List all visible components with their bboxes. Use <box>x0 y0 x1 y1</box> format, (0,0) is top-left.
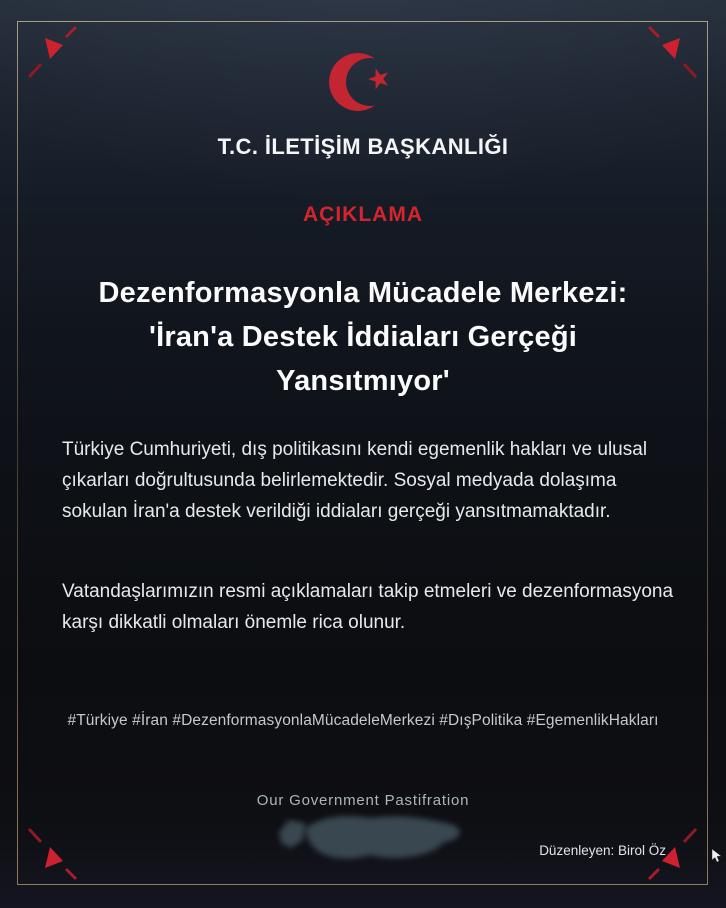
headline-line: 'İran'a Destek İddiaları Gerçeği <box>149 321 577 353</box>
corner-accent-icon <box>18 22 98 102</box>
headline-line: Yansıtmıyor' <box>276 365 450 397</box>
headline-line: Dezenformasyonla Mücadele Merkezi: <box>98 277 628 309</box>
slogan-text: Our Government Pastifration <box>256 792 470 809</box>
hashtags-line: #Türkiye #İran #DezenformasyonlaMücadeleMerkezi #DışPolitika #EgemenlikHakları <box>67 712 659 729</box>
turkey-map-silhouette-icon <box>276 810 464 868</box>
corner-accent-icon <box>627 22 707 102</box>
crescent-star-icon <box>327 51 399 114</box>
announcement-label: AÇIKLAMA <box>303 203 423 226</box>
mouse-cursor-icon <box>712 849 724 863</box>
corner-accent-icon <box>18 804 98 884</box>
headline <box>40 271 686 403</box>
agency-title: T.C. İLETİŞİM BAŞKANLIĞI <box>217 134 509 159</box>
body-paragraph-2: Vatandaşlarımızın resmi açıklamaları takip etmeleri ve dezenformasyona karşı dikkatli olmaları önemle rica olunur. <box>62 581 674 633</box>
editor-credit: Düzenleyen: Birol Öz <box>539 843 666 858</box>
body-paragraph-1: Türkiye Cumhuriyeti, dış politikasını kendi egemenlik hakları ve ulusal çıkarları doğrultusunda belirlemektedir. Sosyal medyada dolaşıma sokulan İran'a destek verildiği iddiaları gerçeği yansıtmamaktadır. <box>62 439 648 522</box>
